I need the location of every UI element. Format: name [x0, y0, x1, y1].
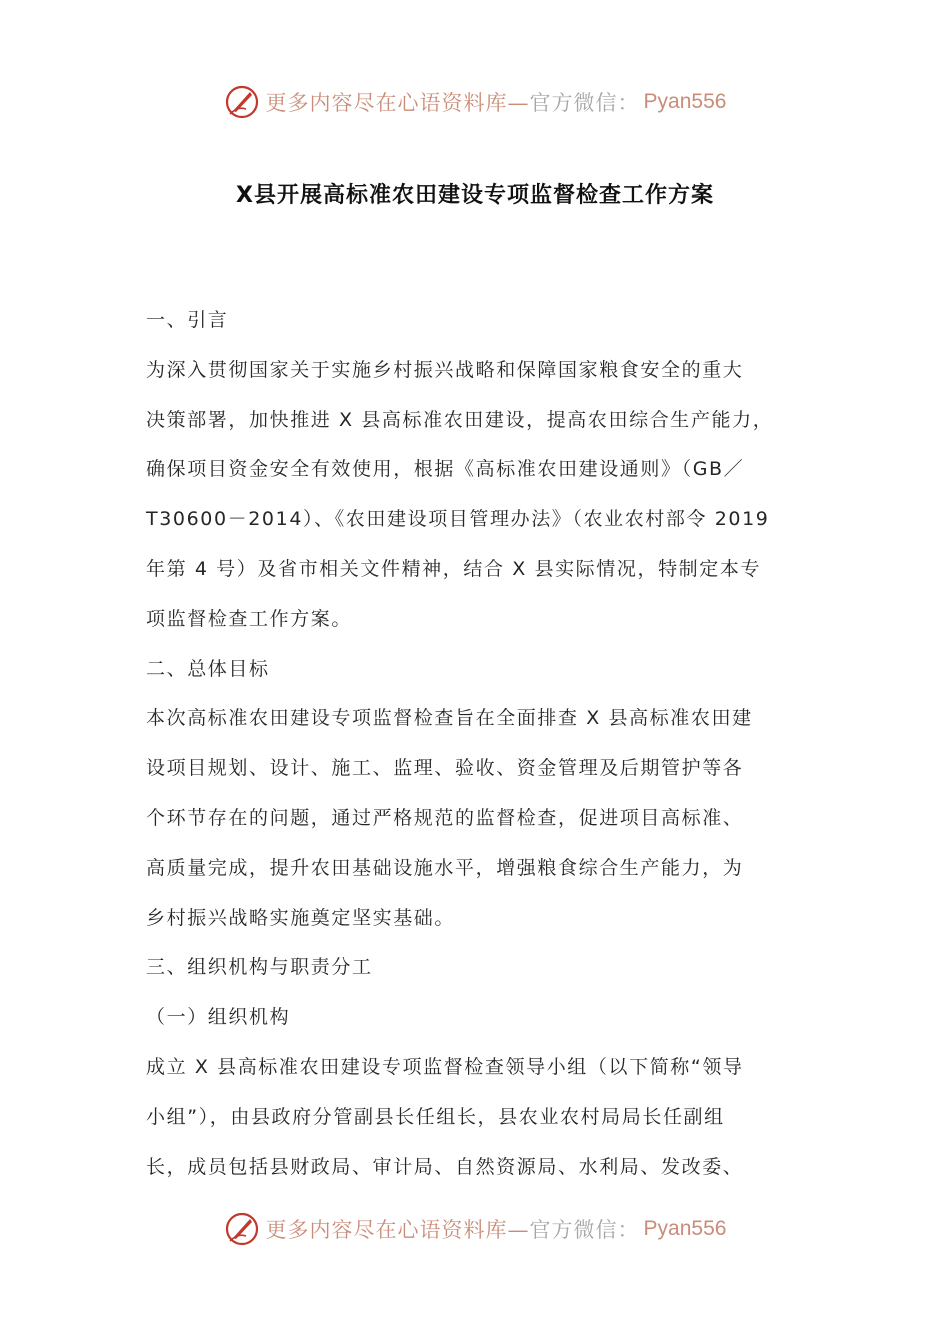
paragraph-line: 决策部署，加快推进 X 县高标准农田建设，提高农田综合生产能力，	[146, 408, 774, 431]
paragraph-line: T30600－2014）、《农田建设项目管理办法》（农业农村部令 2019	[146, 508, 770, 531]
paragraph-line: 为深入贯彻国家关于实施乡村振兴战略和保障国家粮食安全的重大	[146, 358, 744, 381]
paragraph-line: 项监督检查工作方案。	[146, 607, 353, 630]
paragraph-line: 确保项目资金安全有效使用，根据《高标准农田建设通则》（GB／	[146, 458, 745, 481]
paragraph-line: 本次高标准农田建设专项监督检查旨在全面排查 X 县高标准农田建	[146, 707, 753, 730]
document-body	[146, 296, 821, 1192]
paragraph-line: 小组”），由县政府分管副县长任组长，县农业农村局局长任副组	[146, 1105, 725, 1128]
watermark-text: 更多内容尽在心语资料库—	[265, 91, 530, 115]
paragraph-line: 个环节存在的问题，通过严格规范的监督检查，促进项目高标准、	[146, 806, 744, 829]
paragraph-line: 乡村振兴战略实施奠定坚实基础。	[146, 906, 456, 929]
watermark-wechat-id: Pyan556	[643, 90, 727, 113]
paragraph-line: 年第 4 号）及省市相关文件精神，结合 X 县实际情况，特制定本专	[146, 557, 762, 580]
heading-overall-goal: 二、总体目标	[146, 657, 270, 680]
watermark-banner-bottom	[0, 1209, 950, 1249]
watermark-wechat-id: Pyan556	[643, 1217, 727, 1240]
heading-organization: 三、组织机构与职责分工	[146, 956, 373, 979]
quill-pen-icon	[224, 1211, 260, 1247]
watermark-wechat-label: 官方微信：	[529, 91, 640, 115]
heading-introduction: 一、引言	[146, 309, 229, 331]
watermark-wechat-label: 官方微信：	[529, 1218, 640, 1242]
paragraph-line: 长，成员包括县财政局、审计局、自然资源局、水利局、发改委、	[146, 1155, 744, 1178]
paragraph-line: 设项目规划、设计、施工、监理、验收、资金管理及后期管护等各	[146, 757, 744, 780]
watermark-banner-top	[0, 82, 950, 122]
paragraph-line: 成立 X 县高标准农田建设专项监督检查领导小组（以下简称“领导	[146, 1055, 744, 1078]
subheading-organization-structure: （一）组织机构	[146, 1006, 291, 1029]
paragraph-line: 高质量完成，提升农田基础设施水平，增强粮食综合生产能力，为	[146, 856, 744, 879]
document-title: X县开展高标准农田建设专项监督检查工作方案	[236, 183, 714, 208]
quill-pen-icon	[224, 84, 260, 120]
watermark-text: 更多内容尽在心语资料库—	[265, 1218, 530, 1242]
